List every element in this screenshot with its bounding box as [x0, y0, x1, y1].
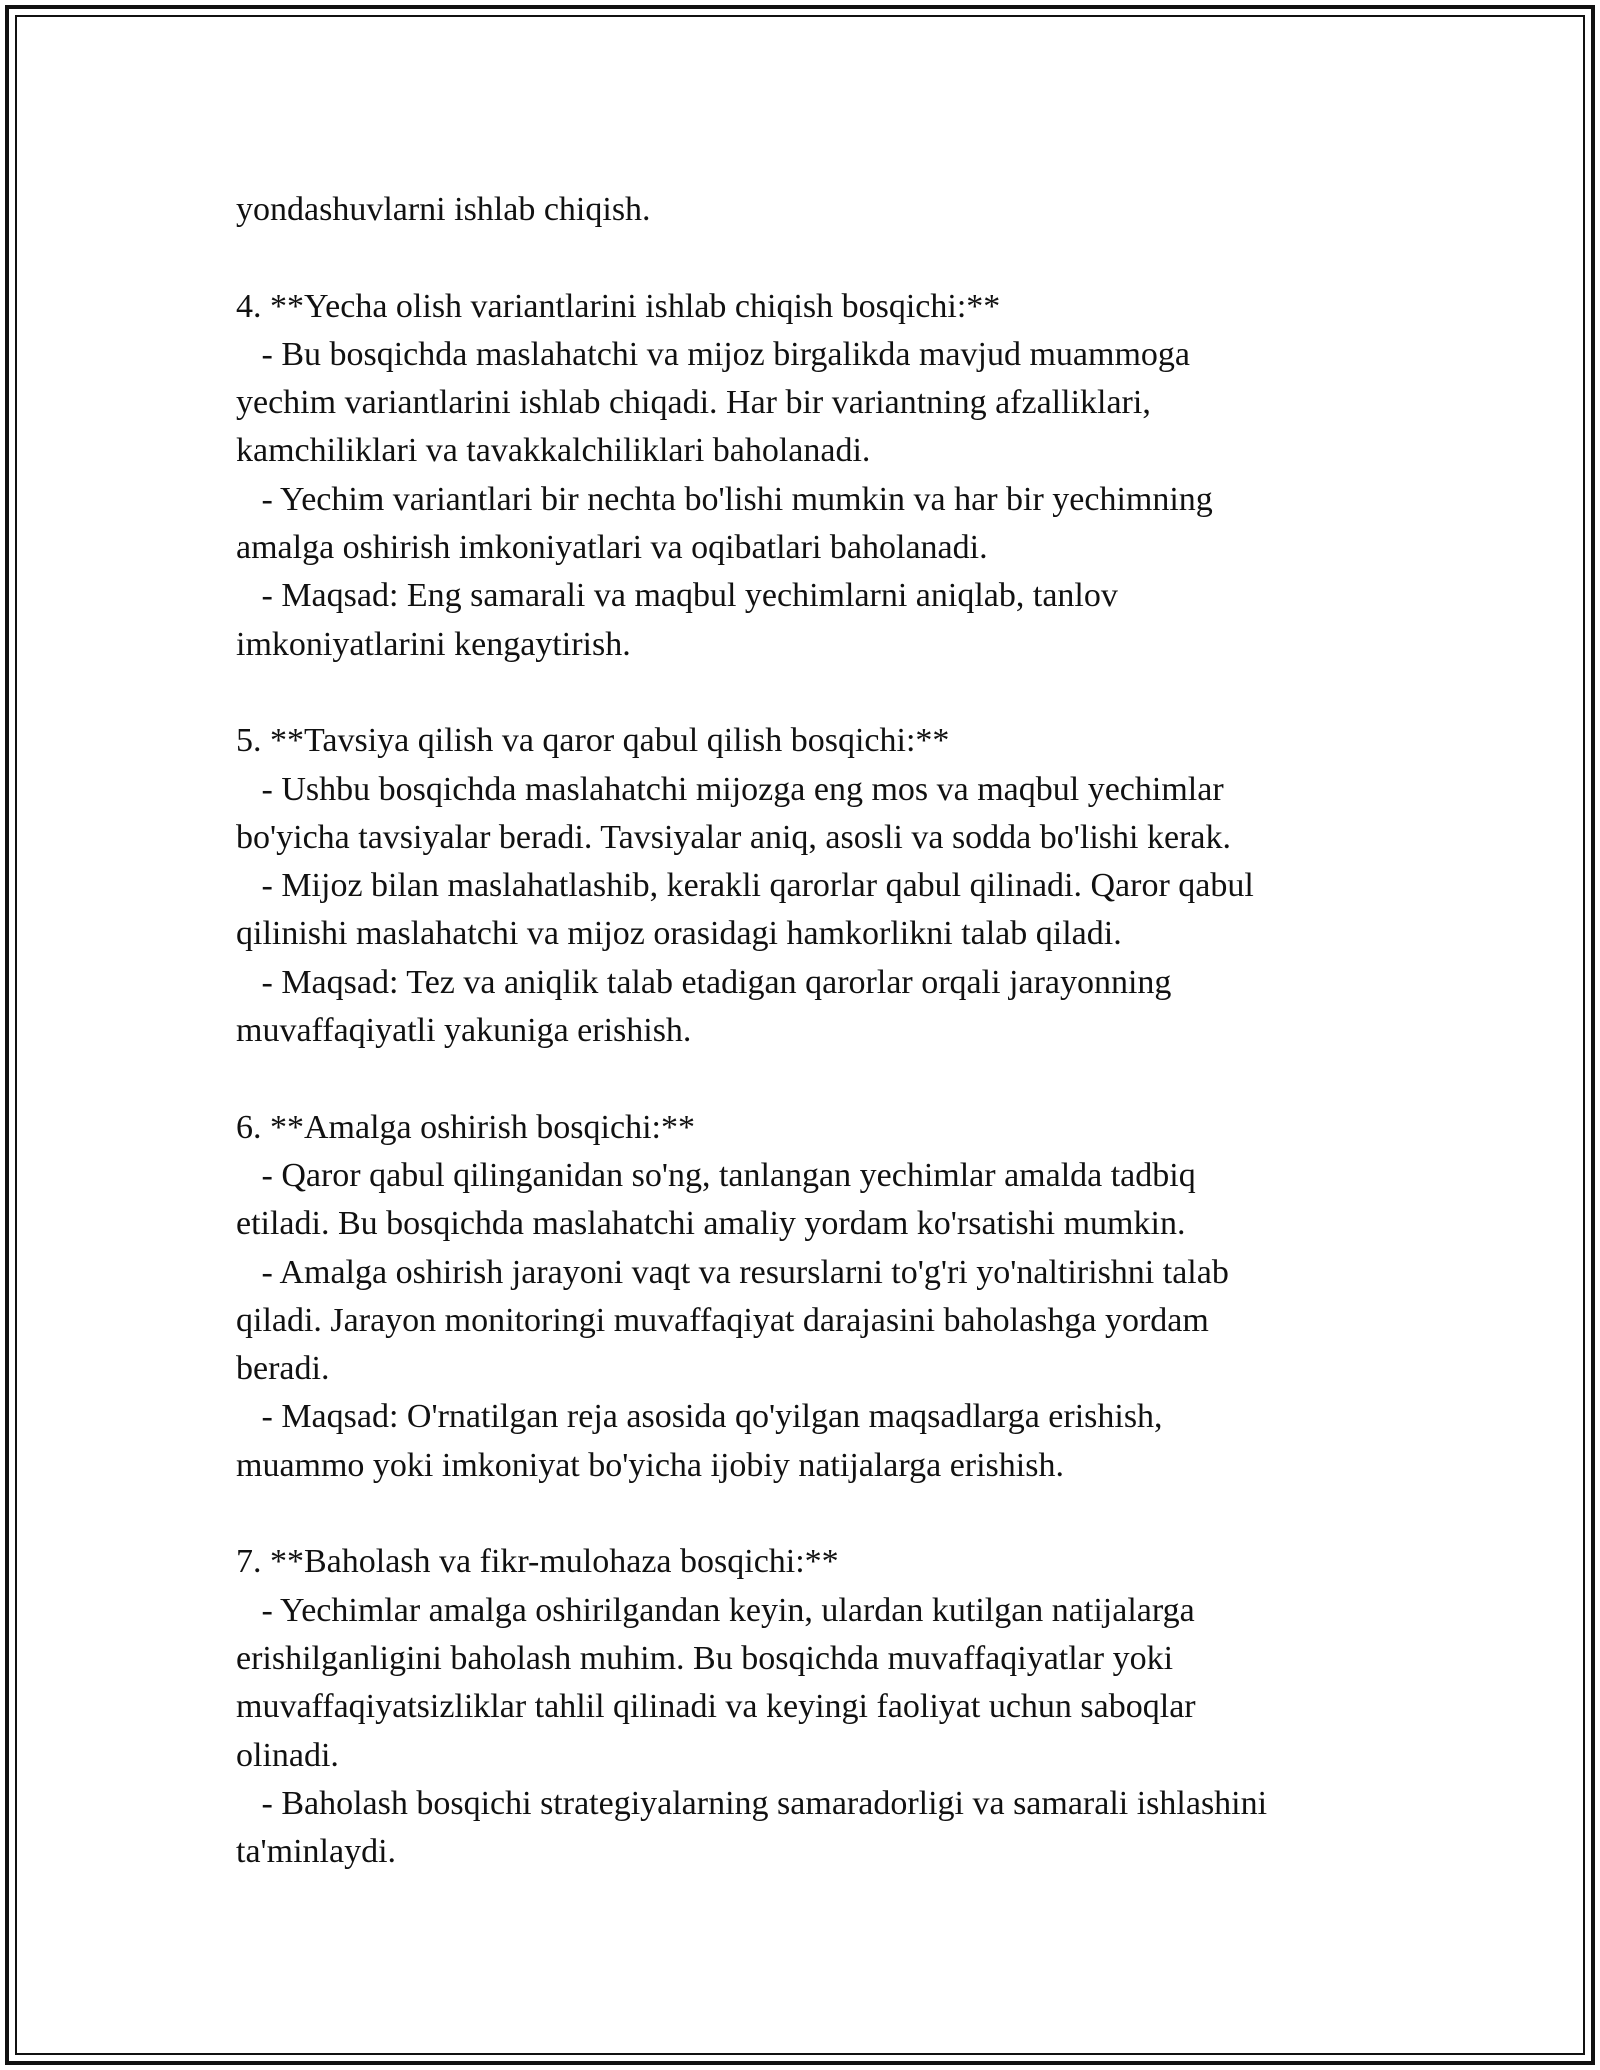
text-line: imkoniyatlarini kengaytirish.	[236, 625, 631, 663]
text-line: - Maqsad: Tez va aniqlik talab etadigan qarorlar orqali jarayonning	[236, 963, 1172, 1001]
paragraph-gap	[236, 669, 1366, 717]
text-line: - Yechimlar amalga oshirilgandan keyin, ulardan kutilgan natijalarga	[236, 1591, 1195, 1629]
text-line: 5. **Tavsiya qilish va qaror qabul qilish bosqichi:**	[236, 722, 950, 760]
text-line: muvaffaqiyatli yakuniga erishish.	[236, 1012, 692, 1050]
text-line: ta'minlaydi.	[236, 1833, 397, 1871]
text-line: - Baholash bosqichi strategiyalarning samaradorligi va samarali ishlashini	[236, 1784, 1268, 1822]
text-line: - Qaror qabul qilinganidan so'ng, tanlangan yechimlar amalda tadbiq	[236, 1156, 1196, 1194]
text-line: 7. **Baholash va fikr-mulohaza bosqichi:**	[236, 1543, 839, 1581]
text-line: etiladi. Bu bosqichda maslahatchi amaliy yordam ko'rsatishi mumkin.	[236, 1205, 1186, 1243]
text-line: - Ushbu bosqichda maslahatchi mijozga eng mos va maqbul yechimlar	[236, 770, 1224, 808]
text-line: bo'yicha tavsiyalar beradi. Tavsiyalar aniq, asosli va sodda bo'lishi kerak.	[236, 818, 1231, 856]
text-line: yondashuvlarni ishlab chiqish.	[236, 191, 651, 228]
text-line: erishilganligini baholash muhim. Bu bosqichda muvaffaqiyatlar yoki	[236, 1639, 1174, 1677]
text-line: qiladi. Jarayon monitoringi muvaffaqiyat darajasini baholashga yordam	[236, 1301, 1209, 1339]
text-line: olinadi.	[236, 1736, 339, 1774]
text-line: beradi.	[236, 1350, 330, 1388]
text-line: - Mijoz bilan maslahatlashib, kerakli qarorlar qabul qilinadi. Qaror qabul	[236, 867, 1254, 905]
text-line: amalga oshirish imkoniyatlari va oqibatlari baholanadi.	[236, 529, 988, 567]
text-line: yechim variantlarini ishlab chiqadi. Har bir variantning afzalliklari,	[236, 384, 1151, 422]
text-line: kamchiliklari va tavakkalchiliklari baholanadi.	[236, 432, 871, 470]
text-line: 4. **Yecha olish variantlarini ishlab chiqish bosqichi:**	[236, 287, 1001, 325]
paragraph-gap	[236, 1055, 1366, 1103]
paragraph-gap	[236, 234, 1366, 282]
text-line: - Maqsad: O'rnatilgan reja asosida qo'yilgan maqsadlarga erishish,	[236, 1398, 1163, 1436]
text-line: - Amalga oshirish jarayoni vaqt va resurslarni to'g'ri yo'naltirishni talab	[236, 1253, 1229, 1291]
text-line: qilinishi maslahatchi va mijoz orasidagi hamkorlikni talab qiladi.	[236, 915, 1122, 953]
text-line: muammo yoki imkoniyat bo'yicha ijobiy natijalarga erishish.	[236, 1446, 1064, 1484]
document-body	[236, 186, 1366, 1876]
text-line: - Yechim variantlari bir nechta bo'lishi mumkin va har bir yechimning	[236, 480, 1213, 518]
text-line: 6. **Amalga oshirish bosqichi:**	[236, 1108, 695, 1146]
text-line: - Bu bosqichda maslahatchi va mijoz birgalikda mavjud muammoga	[236, 335, 1190, 373]
text-line: - Maqsad: Eng samarali va maqbul yechimlarni aniqlab, tanlov	[236, 577, 1118, 615]
text-line: muvaffaqiyatsizliklar tahlil qilinadi va keyingi faoliyat uchun saboqlar	[236, 1688, 1196, 1726]
paragraph-gap	[236, 1490, 1366, 1538]
